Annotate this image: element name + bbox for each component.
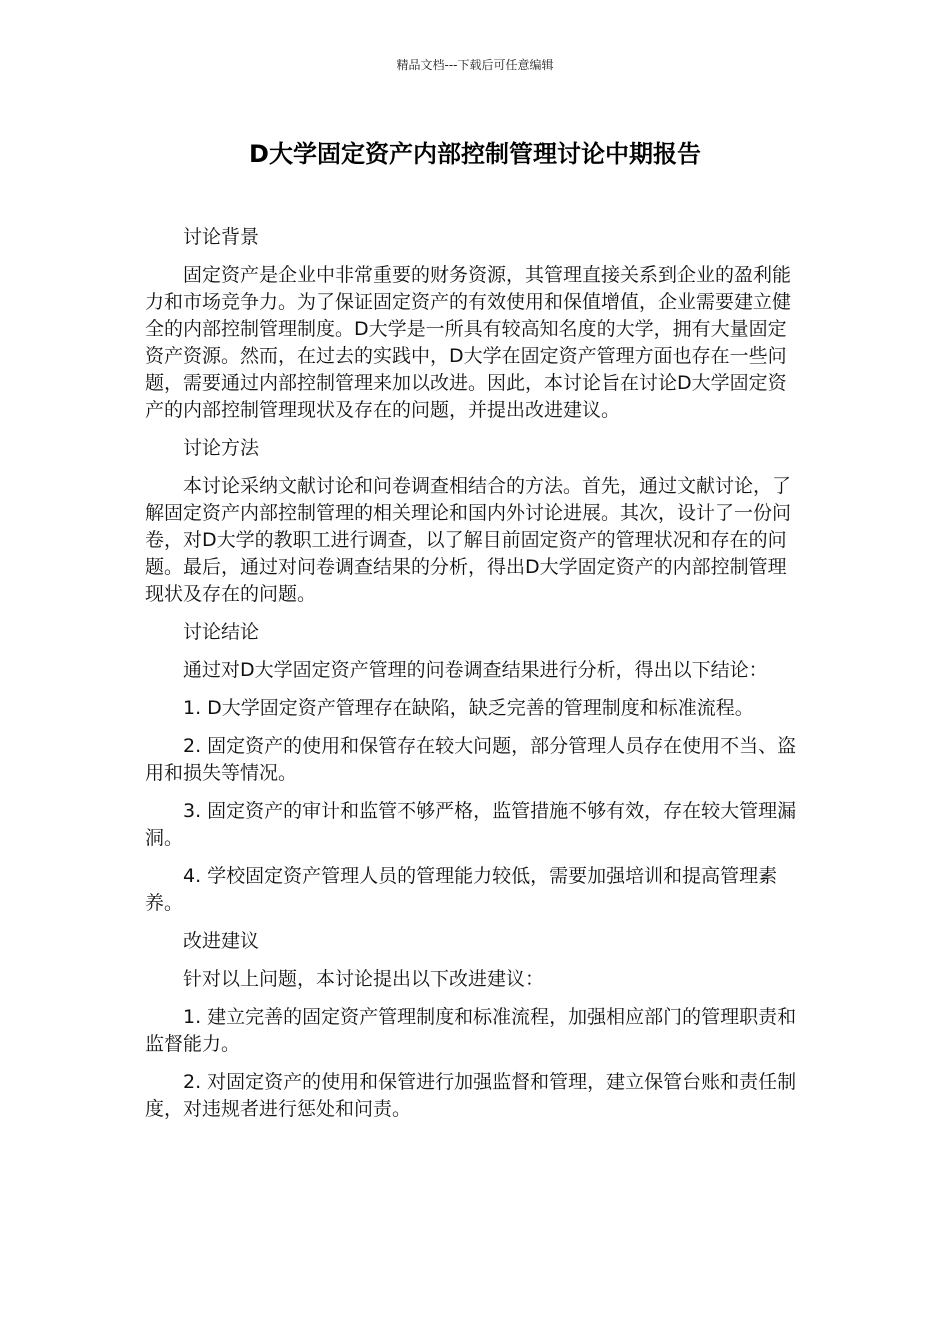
section-heading-conclusion: 讨论结论 — [183, 621, 260, 643]
suggestion-item-2: 2. 对固定资产的使用和保管进行加强监督和管理，建立保管台账和责任制度，对违规者进行惩处和问责。 — [145, 1071, 797, 1120]
paragraph-method: 本讨论采纳文献讨论和问卷调查相结合的方法。首先，通过文献讨论，了解固定资产内部控制管理的相关理论和国内外讨论进展。其次，设计了一份问卷，对D大学的教职工进行调查，以了解目前固定资产的管理状况和存在的问题。最后，通过对问卷调查结果的分析，得出D大学固定资产的内部控制管理现状及存在的问题。 — [145, 475, 792, 605]
paragraph-suggestions-intro: 针对以上问题，本讨论提出以下改进建议： — [183, 968, 545, 990]
section-heading-method: 讨论方法 — [183, 437, 260, 459]
conclusion-item-4: 4. 学校固定资产管理人员的管理能力较低，需要加强培训和提高管理素养。 — [145, 865, 778, 914]
section-heading-background: 讨论背景 — [183, 226, 260, 248]
conclusion-item-2: 2. 固定资产的使用和保管存在较大问题，部分管理人员存在使用不当、盗用和损失等情况。 — [145, 735, 797, 784]
section-heading-suggestions: 改进建议 — [183, 930, 260, 952]
document-title: D大学固定资产内部控制管理讨论中期报告 — [249, 140, 701, 168]
conclusion-item-3: 3. 固定资产的审计和监管不够严格，监管措施不够有效，存在较大管理漏洞。 — [145, 800, 797, 849]
paragraph-background: 固定资产是企业中非常重要的财务资源，其管理直接关系到企业的盈利能力和市场竞争力。为了保证固定资产的有效使用和保值增值，企业需要建立健全的内部控制管理制度。D大学是一所具有较高知名度的大学，拥有大量固定资产资源。然而，在过去的实践中，D大学在固定资产管理方面也存在一些问题，需要通过内部控制管理来加以改进。因此，本讨论旨在讨论D大学固定资产的内部控制管理现状及存在的问题，并提出改进建议。 — [145, 264, 792, 421]
conclusion-item-1: 1. D大学固定资产管理存在缺陷，缺乏完善的管理制度和标准流程。 — [183, 697, 754, 719]
header-note: 精品文档---下载后可任意编辑 — [396, 58, 554, 72]
paragraph-conclusion-intro: 通过对D大学固定资产管理的问卷调查结果进行分析，得出以下结论： — [183, 659, 768, 681]
document-body — [145, 213, 805, 1134]
suggestion-item-1: 1. 建立完善的固定资产管理制度和标准流程，加强相应部门的管理职责和监督能力。 — [145, 1006, 797, 1055]
